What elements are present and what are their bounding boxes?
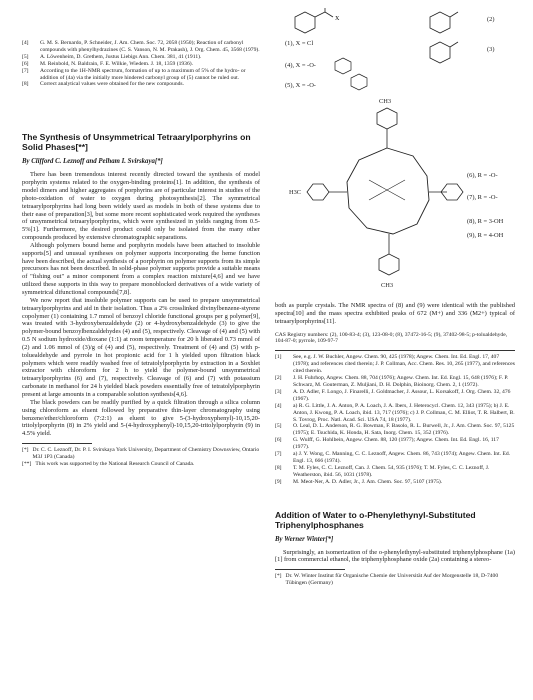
footnote-rule	[22, 443, 92, 444]
reference-item	[275, 389, 515, 403]
reference-item	[22, 68, 260, 82]
body-paragraph: We now report that insoluble polymer supports can be used to prepare unsymmetrical tetraarylporphyrins and aid in their isolation. Thus a 2% crosslinked divinylbenzene-styrene copolymer (1) containing 1.7 mmol of benzoyl chloride functional groups per g polymer[9], was treated with 3-hydroxybenzaldehyde (2) or 4-hydroxybenzaldehyde (3) to give the polymer-bound benzoylbenzaldehydes (4) and (5), respectively. Cleavage of (4) and (5) with 0.5 N sodium hydroxide/dioxane (1:1) at room temperature for 20 h liberated 0.73 mmol of (2) and 1.06 mmol of (3)/g of (4) and (5), respectively. Treatment of (4) and (5) with p-toluealdehyde and pyrrole in hot propionic acid for 1 h yielded upon filtration black polymers which were readily washed free of tetratolylporphyrin by extraction in a Soxhlet extractor with chloroform for 2 h to yield the polymer-bound unsymmetrical tetraarylporphyrins (6) and (7), respectively. Cleavage of (6) and (7) with potassium carbonate in methanol for 24 h yielded black powders essentially free of tetratolylporphyrin present at large amounts in a comparable solution synthesis[4,6].	[22, 296, 260, 398]
footnote-mark: [**]	[22, 460, 32, 467]
right-continued-text: both as purple crystals. The NMR spectra of (8) and (9) were identical with the published spectra[10] and the mass spectra exhibited peaks of 672 (M+) and 336 (M2+) typical of tetraarylporphyrins[11].	[275, 302, 515, 325]
label-5: (5), X = -O-	[285, 82, 316, 89]
reference-text: O. Leal, D. L. Anderson, R. G. Bowman, F. Basolo, R. L. Burwell, Jr., J. Am. Chem. Soc. 97, 5125 (1975); E. Tsuchida, K. Honda, H. Sata, Inorg. Chem. 15, 352 (1976).	[293, 423, 515, 437]
reference-item	[275, 451, 515, 465]
reference-item	[22, 81, 260, 88]
reference-number: [8]	[22, 81, 29, 88]
top-reference-list	[22, 40, 260, 88]
svg-text:X: X	[335, 16, 340, 22]
body-paragraph: The black powders can be readily purified by a quick filtration through a silica column using chloroform as eluent followed by preparative thin-layer chromatography using benzene/ether/chloroform (7:2:1) as eluent to give 5-(3-hydroxyphenyl)-10,15,20-tritolylporphyrin (8) in 2% yield and 5-(4-hydroxyphenyl)-10,15,20-tritolylporphyrin (9) in 4.5% yield.	[22, 398, 260, 438]
reference-item	[275, 479, 515, 486]
reference-text: A. Löwenheim, D. Grethem, Justus Liebigs Ann. Chem. 381, 41 (1911).	[40, 53, 202, 60]
label-8: (8), R = 3-OH	[467, 218, 504, 225]
body-paragraph: Although polymers bound heme and porphyrin models have been attached to insoluble supports[5] and unusual syntheses on polymer supports incorporating the heme function have been described, the actual synthesis of a porphyrin on polymer supports from its simple precursors has not been described. In solid-phase polymer supports provide a suitable means of "fishing out" a minor component from a complex reaction mixture[4,6] and we have utilized these supports in this way to prepare monoblocked derivatives of a wide variety of symmetrical difunctional compounds[7,8].	[22, 241, 260, 296]
label-2: (2)	[487, 16, 495, 23]
reference-number: [3]	[275, 388, 282, 395]
reference-item	[275, 375, 515, 389]
reference-text: Correct analytical values were obtained for the new compounds.	[40, 81, 184, 88]
reference-number: [7]	[275, 451, 282, 458]
reference-text: A. D. Adler, F. Longo, J. Finarelli, J. Goldmacher, J. Assour, L. Korsakoff, J. Org. Chem. 32, 476 (1967).	[293, 388, 511, 402]
reference-number: [8]	[275, 464, 282, 471]
reference-number: [6]	[22, 60, 29, 67]
body-paragraph: There has been tremendous interest recently directed toward the synthesis of model porphyrin systems related to the oxygen-binding proteins[1]. In addition, the synthesis of model dimers and higher aggregates of porphyrins are of particular interest in studies of the photo-oxidation of water to oxygen during photosynthesis[2]. The symmetrical tetraarylporphyrins had long been widely used as models in both of these systems due to their ease of preparation[3], but some more recent sophisticated work required the syntheses of unsymmetrical tetraarylporphyrins, which were synthesized in yields ranging from 0.5-5%[1]. Furthermore, the desired product could only be isolated from the many other compounds produced by extensive chromatographic separations.	[22, 171, 260, 242]
right-column	[275, 0, 515, 587]
second-article-authors: By Werner Winter[*]	[275, 535, 334, 543]
label-9: (9), R = 4-OH	[467, 232, 504, 239]
footnote-text: This work was supported by the National Research Council of Canada.	[35, 460, 195, 467]
reference-item	[275, 403, 515, 424]
reference-item	[275, 354, 515, 375]
reference-item	[275, 465, 515, 479]
label-7: (7), R = -O-	[467, 194, 498, 201]
reference-text: M. Reinbold, N. Baldrain, F. E. Wilkie, Wiedem. J. 18, 1359 (1936).	[40, 60, 194, 67]
footnote	[22, 461, 260, 468]
second-footnote-rule	[275, 569, 345, 570]
cas-registry: CAS Registry numbers: (2), 100-83-4; (3), 123-08-0; (8), 37472-16-5; (9), 37402-98-5; p-tolualdehyde, 104-87-0; pyrrole, 109-97-7	[275, 331, 508, 345]
label-6: (6), R = -O-	[467, 172, 498, 179]
reaction-scheme	[275, 0, 515, 302]
reference-item	[22, 54, 260, 61]
reference-text: T. M. Fyles, C. C. Leznoff, Can. J. Chem. 54, 935 (1976); T. M. Fyles, C. C. Leznoff, J. Weatherston, ibid. 56, 1031 (1978).	[293, 464, 490, 478]
reference-text: J. H. Fuhrhop, Angew. Chem. 88, 704 (1976); Angew. Chem. Int. Ed. Engl. 15, 648 (1976); F. P. Schwarz, M. Gouterman, Z. Muljiani, D. H. Dolphin, Bioinorg. Chem. 2, 1 (1972).	[293, 375, 509, 388]
reference-number: [6]	[275, 437, 282, 444]
reference-number: [1]	[275, 354, 282, 361]
left-footnotes	[22, 447, 260, 468]
reference-item	[275, 423, 515, 437]
footnote	[22, 447, 260, 461]
article-title: The Synthesis of Unsymmetrical Tetraarylporphyrins on Solid Phases[**]	[22, 132, 251, 153]
second-article-text: Surprisingly, an isomerization of the o-phenylethynyl-substituted triphenylphosphane (1a)[1] from commercial ethanol, the triphenylphosphane oxide (2a) containing a stereo-	[275, 548, 515, 564]
aldehyde-phenyl-structures	[333, 56, 373, 92]
ch3-bottom-label: CH3	[381, 282, 394, 289]
h3c-left-label: H3C	[289, 189, 302, 196]
reference-number: [5]	[22, 53, 29, 60]
reference-text: G. M. S. Bernardo, P. Schneider, J. Am. Chem. Soc. 72, 2058 (1950); Reaction of carbonyl compounds with phenylhydrazines (C. S. Vanson, N. M. Prakash), J. Org. Chem. 45, 3568 (1979).	[40, 40, 260, 53]
reference-item	[22, 61, 260, 68]
reference-text: G. Wulff, G. Hohlbein, Angew. Chem. 88, 120 (1977); Angew. Chem. Int. Ed. Engl. 16, 117 (1977).	[293, 437, 499, 451]
footnote-text: Dr. C. C. Leznoff, Dr. P. I. Svirskaya York University, Department of Chemistry Downsview, Ontario M3J 1P3 (Canada)	[32, 447, 260, 460]
hydroxybenzaldehyde-structures	[425, 6, 475, 66]
refs-divider	[275, 350, 515, 351]
reference-text: See, e.g. J. W. Buchler, Angew. Chem. 90, 425 (1978); Angew. Chem. Int. Ed. Engl. 17, 407 (1978); and references cited therein; J. P. Collman, Acc. Chem. Res. 10, 265 (1977), and references cited therein.	[293, 354, 515, 375]
reference-item	[275, 437, 515, 451]
reference-number: [4]	[22, 40, 29, 46]
reference-number: [7]	[22, 67, 29, 74]
footnote-mark: [*]	[22, 447, 29, 454]
benzoyl-structure	[285, 8, 345, 36]
label-1: (1), X = Cl	[285, 40, 314, 47]
left-column	[22, 0, 260, 468]
reference-number: [9]	[275, 478, 282, 485]
label-4: (4), X = -O-	[285, 62, 316, 69]
reference-text: According to the 1H-NMR spectrum, formation of up to a maximum of 5% of the hydro- or addition of (4a) via the initially more hindered carbonyl group of (5) cannot be ruled out.	[40, 67, 246, 81]
right-reference-list	[275, 354, 515, 485]
second-footnote: [*] Dr. W. Winter Institut für Organische Chemie der Universität Auf der Morgenstelle 18, D-7400 Tübingen (Germany)	[275, 573, 499, 587]
reference-text: M. Meot-Ner, A. D. Adler, Jr., J. Am. Chem. Soc. 97, 5107 (1975).	[293, 478, 443, 485]
second-article-title: Addition of Water to o-Phenylethynyl-Substituted Triphenylphosphanes	[275, 509, 476, 530]
reference-number: [4]	[275, 402, 282, 409]
article-authors: By Clifford C. Leznoff and Pelham I. Svirskaya[*]	[22, 158, 163, 166]
reference-text: a) J. Y. Wong, C. Manning, C. C. Leznoff, Angew. Chem. 86, 743 (1974); Angew. Chem. Int. Ed. Engl. 13, 666 (1974).	[293, 451, 511, 464]
reference-text: a) R. G. Little, J. A. Anton, P. A. Loach, J. A. Ibers, J. Heterocycl. Chem. 12, 343 (1975); b) J. E. Anton, J. Kwong, P. A. Loach, ibid. 13, 717 (1976); c) J. P. Collman, C. M. Elliot, T. R. Halbert, B. S. Tovrog, Proc. Natl. Acad. Sci. USA 74, 18 (1977).	[293, 402, 515, 423]
ch3-top-label: CH3	[379, 98, 392, 105]
reference-number: [5]	[275, 423, 282, 430]
reference-item	[22, 40, 260, 54]
reference-number: [2]	[275, 375, 282, 382]
label-3: (3)	[487, 46, 495, 53]
left-body-text	[22, 171, 260, 438]
